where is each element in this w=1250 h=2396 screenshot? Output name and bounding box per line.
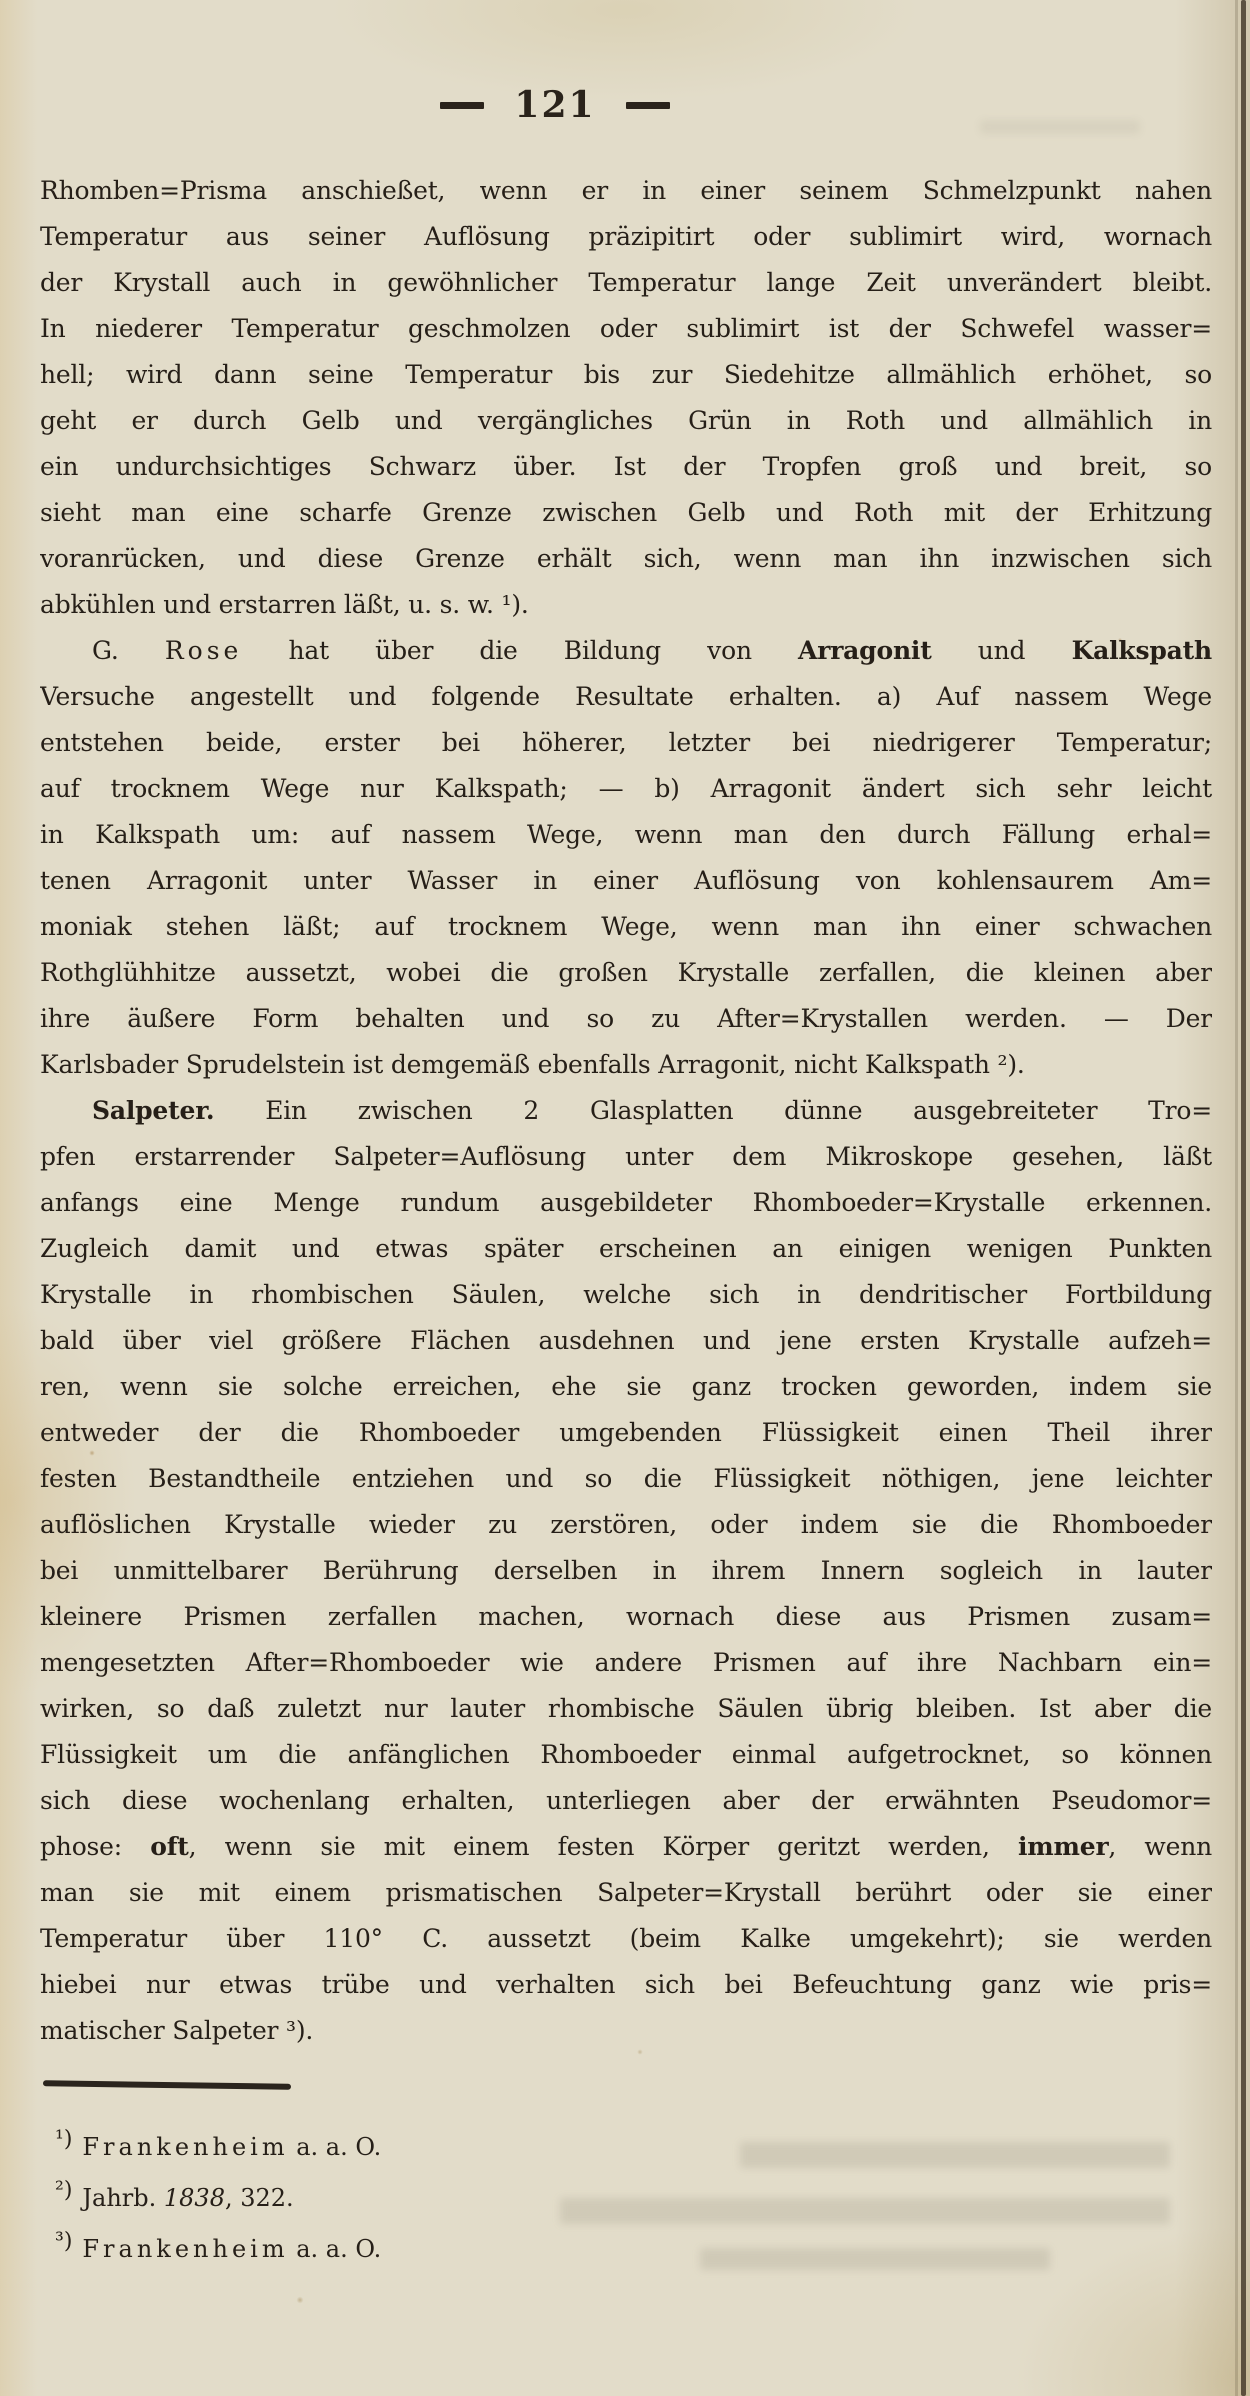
text-line [40,1732,1212,1778]
text-segment: Flüssigkeit um die anfänglichen Rhomboeder einmal aufgetrocknet, so können [40,1740,1212,1769]
text-line [40,1594,1212,1640]
page-edge-shadow [1235,0,1238,2396]
text-segment: , wenn sie mit einem festen Körper geritzt werden, [188,1832,1018,1861]
header-dash-left [440,102,484,109]
text-segment: hat über die Bildung von [242,636,799,665]
text-line [40,950,1212,996]
text-line [40,1962,1212,2008]
text-segment: ein undurchsichtiges Schwarz über. Ist der Tropfen groß und breit, so [40,452,1212,481]
text-line [40,214,1212,260]
text-line [40,1824,1212,1870]
text-segment: Arragonit [798,636,932,665]
text-line [40,536,1212,582]
text-line [40,1042,1212,1088]
text-segment: moniak stehen läßt; auf trocknem Wege, wenn man ihn einer schwachen [40,912,1212,941]
text-line [40,1226,1212,1272]
text-segment: sich diese wochenlang erhalten, unterliegen aber der erwähnten Pseudomor= [40,1786,1212,1815]
footnote [55,2220,955,2271]
text-segment: hell; wird dann seine Temperatur bis zur Siedehitze allmählich erhöhet, so [40,360,1212,389]
text-segment: auflöslichen Krystalle wieder zu zerstören, oder indem sie die Rhomboeder [40,1510,1212,1539]
text-segment: 1838 [163,2184,225,2212]
text-segment: Versuche angestellt und folgende Resultate erhalten. a) Auf nassem Wege [40,682,1212,711]
text-segment: auf trocknem Wege nur Kalkspath; — b) Arragonit ändert sich sehr leicht [40,774,1212,803]
text-line [40,1456,1212,1502]
text-segment: G. [92,636,165,665]
text-segment: voranrücken, und diese Grenze erhält sich, wenn man ihn inzwischen sich [40,544,1212,573]
text-segment: festen Bestandtheile entziehen und so die Flüssigkeit nöthigen, jene leichter [40,1464,1212,1493]
text-segment: und [931,636,1072,665]
text-segment: Jahrb. [82,2184,164,2212]
text-segment: pfen erstarrender Salpeter=Auflösung unter dem Mikroskope gesehen, läßt [40,1142,1212,1171]
footnote-marker: ¹) [55,2127,73,2152]
body-text [40,168,1212,2054]
page-header [0,84,1110,126]
text-line [40,1134,1212,1180]
text-segment: bald über viel größere Flächen ausdehnen und jene ersten Krystalle aufzeh= [40,1326,1212,1355]
text-segment: kleinere Prismen zerfallen machen, wornach diese aus Prismen zusam= [40,1602,1212,1631]
text-line [40,858,1212,904]
text-segment: hiebei nur etwas trübe und verhalten sich bei Befeuchtung ganz wie pris= [40,1970,1212,1999]
text-segment: Temperatur aus seiner Auflösung präzipitirt oder sublimirt wird, wornach [40,222,1212,251]
text-line [40,674,1212,720]
text-segment: abkühlen und erstarren läßt, u. s. w. ¹). [40,590,529,619]
text-segment: Temperatur über 110° C. aussetzt (beim Kalke umgekehrt); sie werden [40,1924,1212,1953]
text-line [40,1318,1212,1364]
text-line [40,1364,1212,1410]
text-segment: immer [1017,1832,1109,1861]
text-line [40,168,1212,214]
text-segment: ren, wenn sie solche erreichen, ehe sie ganz trocken geworden, indem sie [40,1372,1212,1401]
page-edge-line [1241,0,1246,2396]
text-segment: sieht man eine scharfe Grenze zwischen Gelb und Roth mit der Erhitzung [40,498,1212,527]
text-segment: a. a. O. [288,2133,382,2161]
text-line [40,812,1212,858]
text-segment: entweder der die Rhomboeder umgebenden Flüssigkeit einen Theil ihrer [40,1418,1212,1447]
text-segment: bei unmittelbarer Berührung derselben in ihrem Innern sogleich in lauter [40,1556,1212,1585]
text-line [40,260,1212,306]
text-line [40,1272,1212,1318]
text-line [40,1870,1212,1916]
text-segment: wirken, so daß zuletzt nur lauter rhombische Säulen übrig bleiben. Ist aber die [40,1694,1212,1723]
text-segment: , wenn [1108,1832,1212,1861]
text-segment: Frankenheim [82,2133,289,2161]
text-line [40,352,1212,398]
text-line [40,1640,1212,1686]
text-line [40,904,1212,950]
text-segment: in Kalkspath um: auf nassem Wege, wenn man den durch Fällung erhal= [40,820,1212,849]
text-segment: Krystalle in rhombischen Säulen, welche sich in dendritischer Fortbildung [40,1280,1212,1309]
text-line [40,1180,1212,1226]
text-segment: Zugleich damit und etwas später erscheinen an einigen wenigen Punkten [40,1234,1212,1263]
text-segment: Karlsbader Sprudelstein ist demgemäß ebenfalls Arragonit, nicht Kalkspath ²). [40,1050,1025,1079]
text-segment: , 322. [224,2184,294,2212]
text-segment: oft [150,1832,189,1861]
text-segment: Rothglühhitze aussetzt, wobei die großen Krystalle zerfallen, die kleinen aber [40,958,1212,987]
text-segment: Frankenheim [82,2235,289,2263]
text-line [40,1778,1212,1824]
text-line [40,628,1212,674]
text-line [40,996,1212,1042]
footnote-marker: ²) [55,2178,73,2203]
text-segment: Kalkspath [1071,636,1212,665]
text-line [40,306,1212,352]
text-line [40,398,1212,444]
text-line [40,1088,1212,1134]
text-segment: entstehen beide, erster bei höherer, letzter bei niedrigerer Temperatur; [40,728,1212,757]
text-line [40,582,1212,628]
text-segment: Rhomben=Prisma anschießet, wenn er in einer seinem Schmelzpunkt nahen [40,176,1212,205]
text-line [40,2008,1212,2054]
text-segment: Rose [164,636,243,665]
text-segment: Salpeter. [92,1096,215,1125]
footnote-separator-rule [43,2080,291,2089]
text-line [40,490,1212,536]
text-line [40,766,1212,812]
text-segment: Ein zwischen 2 Glasplatten dünne ausgebreiteter Tro= [214,1096,1212,1125]
text-segment: anfangs eine Menge rundum ausgebildeter Rhomboeder=Krystalle erkennen. [40,1188,1212,1217]
text-segment: ihre äußere Form behalten und so zu After=Krystallen werden. — Der [40,1004,1212,1033]
text-line [40,1502,1212,1548]
header-dash-right [626,102,670,109]
text-segment: phose: [40,1832,151,1861]
text-segment: a. a. O. [288,2235,382,2263]
footnotes [55,2118,955,2271]
text-segment: tenen Arragonit unter Wasser in einer Auflösung von kohlensaurem Am= [40,866,1212,895]
text-line [40,720,1212,766]
page-number: 121 [514,84,596,126]
footnote-marker: ³) [55,2229,73,2254]
text-line [40,1916,1212,1962]
text-segment: man sie mit einem prismatischen Salpeter=Krystall berührt oder sie einer [40,1878,1212,1907]
footnote [55,2169,955,2220]
footnote [55,2118,955,2169]
text-line [40,1410,1212,1456]
text-segment: In niederer Temperatur geschmolzen oder sublimirt ist der Schwefel wasser= [40,314,1212,343]
text-line [40,444,1212,490]
text-line [40,1686,1212,1732]
text-segment: matischer Salpeter ³). [40,2016,314,2045]
text-segment: der Krystall auch in gewöhnlicher Temperatur lange Zeit unverändert bleibt. [40,268,1212,297]
text-segment: mengesetzten After=Rhomboeder wie andere Prismen auf ihre Nachbarn ein= [40,1648,1212,1677]
text-line [40,1548,1212,1594]
text-segment: geht er durch Gelb und vergängliches Grün in Roth und allmählich in [40,406,1212,435]
